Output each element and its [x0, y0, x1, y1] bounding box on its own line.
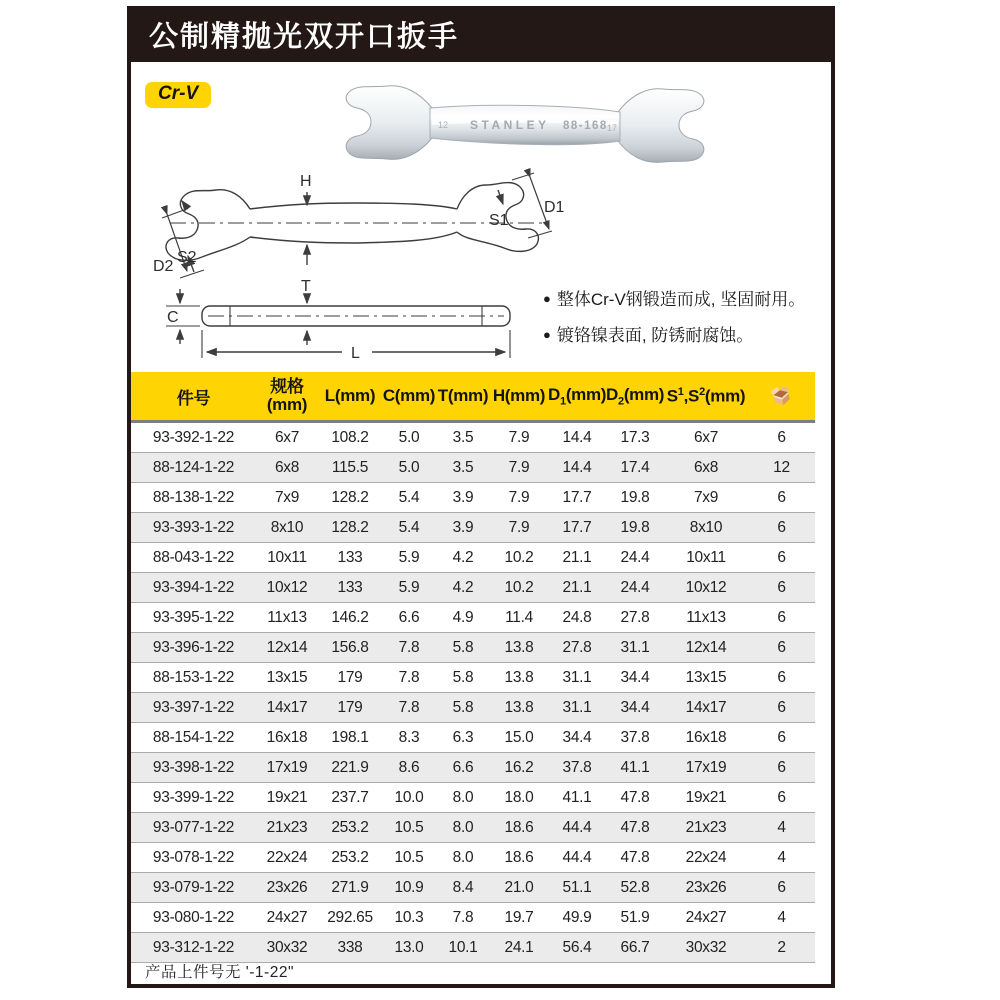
table-cell-h: 13.8 — [490, 663, 548, 693]
table-cell-h: 18.0 — [490, 783, 548, 813]
table-cell-h: 24.1 — [490, 933, 548, 963]
table-cell-spec: 8x10 — [256, 513, 318, 543]
table-cell-l: 128.2 — [318, 513, 382, 543]
table-cell-t: 5.8 — [436, 693, 490, 723]
table-cell-t: 5.8 — [436, 663, 490, 693]
table-cell-l: 133 — [318, 543, 382, 573]
table-cell-s1s2: 17x19 — [664, 753, 748, 783]
content-box — [127, 62, 835, 988]
table-cell-h: 7.9 — [508, 428, 530, 446]
spec-table-body — [131, 422, 815, 963]
table-row — [131, 633, 815, 663]
table-cell-d1: 51.1 — [548, 873, 606, 903]
dimension-label-h: H — [300, 173, 312, 190]
d2-ext-tick-top — [162, 210, 184, 218]
table-cell-d2: 47.8 — [606, 783, 664, 813]
table-cell-qty: 4 — [748, 813, 815, 843]
table-cell-d2: 24.4 — [606, 573, 664, 603]
table-cell-h: 7.9 — [490, 483, 548, 513]
table-cell-d1: 17.7 — [548, 483, 606, 513]
table-cell-l: 146.2 — [318, 603, 382, 633]
table-cell-part-no: 93-395-1-22 — [131, 603, 256, 633]
table-cell-t: 4.2 — [436, 543, 490, 573]
table-cell-qty: 12 — [748, 453, 815, 483]
table-cell-s1s2: 30x32 — [664, 933, 748, 963]
d2-ext-tick-bottom — [180, 270, 204, 278]
s2-arrow-upper — [182, 201, 188, 209]
table-cell-s1s2: 24x27 — [664, 903, 748, 933]
table-cell-s1s2: 13x15 — [664, 663, 748, 693]
table-cell-c: 7.8 — [382, 633, 436, 663]
feature-item — [543, 318, 829, 354]
product-photo-wrench — [335, 74, 717, 174]
table-cell-s1s2: 23x26 — [664, 873, 748, 903]
table-cell-qty: 6 — [748, 573, 815, 603]
s1-arrow — [498, 190, 503, 204]
table-cell-h: 15.0 — [490, 723, 548, 753]
table-cell-d2: 66.7 — [606, 933, 664, 963]
table-cell-qty: 6 — [748, 693, 815, 723]
column-header-spec: 规格 (mm) — [256, 372, 318, 422]
table-row — [131, 693, 815, 723]
table-cell-t: 3.9 — [436, 483, 490, 513]
table-cell-h: 10.2 — [490, 573, 548, 603]
table-cell-h: 21.0 — [490, 873, 548, 903]
table-cell-qty: 2 — [748, 933, 815, 963]
table-row — [131, 422, 815, 453]
table-cell-l: 108.2 — [331, 428, 369, 446]
table-cell-s1s2: 8x10 — [664, 513, 748, 543]
table-cell-c: 5.0 — [382, 453, 436, 483]
table-cell-c: 8.6 — [382, 753, 436, 783]
table-cell-part-no: 93-079-1-22 — [131, 873, 256, 903]
table-cell-d1: 14.4 — [548, 453, 606, 483]
dimension-label-d1: D1 — [544, 199, 565, 216]
table-cell-h: 7.9 — [490, 513, 548, 543]
table-cell-qty: 6 — [748, 603, 815, 633]
table-cell-d2: 19.8 — [606, 483, 664, 513]
table-cell-part-no: 93-078-1-22 — [131, 843, 256, 873]
table-cell-spec: 14x17 — [256, 693, 318, 723]
table-cell-t: 8.4 — [436, 873, 490, 903]
table-cell-l: 133 — [318, 573, 382, 603]
spec-table-header — [131, 372, 815, 422]
engraving-brand: STANLEY — [470, 118, 550, 132]
table-cell-c: 10.0 — [382, 783, 436, 813]
column-header-d1: $D_1(mm)$ — [548, 372, 606, 422]
table-cell-d1: 27.8 — [548, 633, 606, 663]
table-cell-spec: 23x26 — [256, 873, 318, 903]
table-cell-spec: 24x27 — [256, 903, 318, 933]
table-cell-d1: 34.4 — [548, 723, 606, 753]
title-bar — [127, 6, 835, 62]
table-cell-qty: 4 — [748, 903, 815, 933]
table-cell-l: 179 — [318, 663, 382, 693]
table-cell-part-no: 88-138-1-22 — [131, 483, 256, 513]
engraving-size-right: 17 — [607, 123, 618, 133]
dimension-label-c: C — [167, 309, 179, 326]
table-row — [131, 483, 815, 513]
table-cell-d1: 31.1 — [548, 693, 606, 723]
table-cell-d1: 21.1 — [548, 573, 606, 603]
table-cell-d1: 37.8 — [548, 753, 606, 783]
table-cell-l: 179 — [318, 693, 382, 723]
table-footnote: 产品上件号无 '-1-22" — [145, 964, 294, 981]
column-header-l: L(mm) — [318, 372, 382, 422]
table-cell-d2: 31.1 — [606, 633, 664, 663]
table-cell-t: 3.9 — [436, 513, 490, 543]
table-cell-part-no: 93-399-1-22 — [131, 783, 256, 813]
table-row — [131, 603, 815, 633]
table-cell-spec: 16x18 — [256, 723, 318, 753]
table-row — [131, 873, 815, 903]
table-cell-spec: 10x12 — [256, 573, 318, 603]
table-cell-qty: 6 — [748, 753, 815, 783]
d1-ext-tick-bottom — [528, 231, 552, 238]
table-cell-part-no: 93-312-1-22 — [131, 933, 256, 963]
table-cell-qty: 6 — [748, 663, 815, 693]
table-cell-c: 7.8 — [382, 693, 436, 723]
table-cell-c: 10.5 — [382, 813, 436, 843]
table-cell-t: 5.8 — [436, 633, 490, 663]
table-cell-spec: 30x32 — [256, 933, 318, 963]
table-row — [131, 843, 815, 873]
table-cell-c: 8.3 — [382, 723, 436, 753]
table-cell-part-no: 93-397-1-22 — [131, 693, 256, 723]
feature-text: 镀铬镍表面, 防锈耐腐蚀。 — [556, 326, 754, 345]
column-header-part-no: 件号 — [131, 372, 256, 422]
table-cell-l: 115.5 — [318, 453, 382, 483]
table-cell-t: 3.5 — [452, 428, 474, 446]
feature-text: 整体Cr-V钢锻造而成, 坚固耐用。 — [556, 290, 806, 309]
table-cell-d1: 24.8 — [548, 603, 606, 633]
table-row — [131, 663, 815, 693]
table-cell-h: 18.6 — [490, 813, 548, 843]
table-cell-qty: 6 — [748, 783, 815, 813]
table-cell-d2: 37.8 — [606, 723, 664, 753]
dimension-label-t: T — [301, 278, 311, 295]
table-cell-qty: 6 — [748, 873, 815, 903]
table-cell-t: 6.3 — [436, 723, 490, 753]
table-cell-l: 237.7 — [318, 783, 382, 813]
table-cell-d1: 31.1 — [548, 663, 606, 693]
dimension-label-d2: D2 — [153, 258, 174, 275]
catalog-sheet — [127, 6, 835, 988]
table-cell-l: 253.2 — [318, 843, 382, 873]
table-cell-d1: 44.4 — [548, 813, 606, 843]
wrench-right-head — [618, 89, 704, 163]
table-cell-qty: 6 — [748, 543, 815, 573]
table-cell-d1: 41.1 — [548, 783, 606, 813]
table-cell-d2: 24.4 — [606, 543, 664, 573]
table-cell-c: 10.3 — [382, 903, 436, 933]
table-cell-d2: 47.8 — [606, 843, 664, 873]
engraving-size-left: 12 — [438, 120, 449, 130]
column-header-pack-qty — [748, 372, 815, 422]
table-cell-d2: 27.8 — [606, 603, 664, 633]
wrench-left-head — [346, 86, 432, 160]
table-cell-d2: 34.4 — [606, 663, 664, 693]
table-cell-spec: 13x15 — [256, 663, 318, 693]
table-cell-part-no: 93-394-1-22 — [131, 573, 256, 603]
table-cell-d2: 41.1 — [606, 753, 664, 783]
table-cell-l: 128.2 — [318, 483, 382, 513]
table-cell-spec: 6x8 — [256, 453, 318, 483]
table-cell-spec: 7x9 — [256, 483, 318, 513]
table-row — [131, 813, 815, 843]
table-cell-d1: 14.4 — [562, 428, 592, 446]
table-cell-s1s2: 19x21 — [664, 783, 748, 813]
table-cell-part-no: 93-398-1-22 — [131, 753, 256, 783]
table-row — [131, 573, 815, 603]
table-cell-spec: 19x21 — [256, 783, 318, 813]
table-cell-t: 8.0 — [436, 843, 490, 873]
table-cell-part-no: 88-043-1-22 — [131, 543, 256, 573]
table-cell-qty: 6 — [748, 513, 815, 543]
table-cell-h: 11.4 — [490, 603, 548, 633]
dimension-diagram — [150, 168, 574, 370]
table-cell-part-no: 93-393-1-22 — [131, 513, 256, 543]
bullet-icon: ● — [543, 327, 551, 342]
table-cell-s1s2: 21x23 — [664, 813, 748, 843]
table-cell-s1s2: 6x8 — [664, 453, 748, 483]
table-cell-d1: 17.7 — [548, 513, 606, 543]
table-cell-t: 3.5 — [436, 453, 490, 483]
table-cell-spec: 22x24 — [256, 843, 318, 873]
table-cell-h: 19.7 — [490, 903, 548, 933]
table-cell-spec: 10x11 — [256, 543, 318, 573]
table-cell-c: 5.9 — [382, 543, 436, 573]
table-cell-l: 156.8 — [318, 633, 382, 663]
table-cell-d2: 51.9 — [606, 903, 664, 933]
table-cell-s1s2: 11x13 — [664, 603, 748, 633]
table-cell-part-no: 93-396-1-22 — [131, 633, 256, 663]
table-cell-spec: 11x13 — [256, 603, 318, 633]
table-cell-d1: 56.4 — [548, 933, 606, 963]
table-cell-spec: 17x19 — [256, 753, 318, 783]
table-cell-qty: 6 — [777, 428, 786, 446]
table-cell-c: 5.4 — [382, 483, 436, 513]
shaft-top-edge — [250, 203, 457, 209]
table-cell-c: 7.8 — [382, 663, 436, 693]
feature-list — [543, 282, 829, 354]
column-header-c: C(mm) — [382, 372, 436, 422]
table-row — [131, 903, 815, 933]
table-cell-spec: 12x14 — [256, 633, 318, 663]
column-header-d2: $D_2(mm)$ — [606, 372, 664, 422]
table-cell-c: 10.5 — [382, 843, 436, 873]
table-cell-d2: 17.4 — [606, 453, 664, 483]
table-cell-d2: 19.8 — [606, 513, 664, 543]
bullet-icon: ● — [543, 291, 551, 306]
table-cell-l: 198.1 — [318, 723, 382, 753]
table-cell-t: 6.6 — [436, 753, 490, 783]
table-cell-s1s2: 10x11 — [664, 543, 748, 573]
crv-badge-label: Cr-V — [158, 83, 199, 104]
spec-table — [131, 372, 815, 963]
table-cell-part-no: 93-080-1-22 — [131, 903, 256, 933]
page-title: 公制精抛光双开口扳手 — [149, 20, 460, 53]
column-header-h: H(mm) — [490, 372, 548, 422]
table-cell-qty: 6 — [748, 723, 815, 753]
table-cell-h: 10.2 — [490, 543, 548, 573]
table-cell-c: 6.6 — [382, 603, 436, 633]
table-cell-t: 4.9 — [436, 603, 490, 633]
dimension-label-s2: S2 — [177, 249, 197, 266]
table-cell-s1s2: 22x24 — [664, 843, 748, 873]
column-header-s1s2: $S^1,S^2(mm)$ — [664, 372, 748, 422]
table-cell-t: 10.1 — [436, 933, 490, 963]
table-cell-qty: 6 — [748, 483, 815, 513]
table-cell-s1s2: 12x14 — [664, 633, 748, 663]
table-cell-s1s2: 14x17 — [664, 693, 748, 723]
table-cell-d2: 34.4 — [606, 693, 664, 723]
package-box-icon — [769, 384, 794, 409]
table-cell-qty: 4 — [748, 843, 815, 873]
table-cell-h: 13.8 — [490, 633, 548, 663]
table-row — [131, 753, 815, 783]
table-cell-t: 7.8 — [436, 903, 490, 933]
table-cell-c: 5.4 — [382, 513, 436, 543]
column-header-t: T(mm) — [436, 372, 490, 422]
table-cell-part-no: 93-077-1-22 — [131, 813, 256, 843]
table-cell-d2: 17.3 — [620, 428, 650, 446]
table-cell-l: 271.9 — [318, 873, 382, 903]
table-cell-h: 16.2 — [490, 753, 548, 783]
table-row — [131, 783, 815, 813]
table-cell-h: 7.9 — [490, 453, 548, 483]
table-cell-s1s2: 6x7 — [693, 428, 719, 446]
table-cell-c: 13.0 — [382, 933, 436, 963]
table-cell-h: 13.8 — [490, 693, 548, 723]
table-cell-part-no: 88-154-1-22 — [131, 723, 256, 753]
dimension-label-s1: S1 — [489, 212, 509, 229]
table-cell-part-no: 88-124-1-22 — [131, 453, 256, 483]
shaft-bottom-edge — [250, 232, 457, 243]
table-row — [131, 723, 815, 753]
table-cell-part-no: 88-153-1-22 — [131, 663, 256, 693]
table-cell-h: 18.6 — [490, 843, 548, 873]
table-cell-l: 253.2 — [318, 813, 382, 843]
table-cell-d1: 21.1 — [548, 543, 606, 573]
table-cell-s1s2: 10x12 — [664, 573, 748, 603]
table-cell-spec: 21x23 — [256, 813, 318, 843]
table-cell-part-no: 93-392-1-22 — [152, 428, 235, 446]
table-row — [131, 543, 815, 573]
table-cell-d1: 49.9 — [548, 903, 606, 933]
feature-item — [543, 282, 829, 318]
dimension-label-l: L — [351, 345, 360, 362]
table-row — [131, 453, 815, 483]
table-cell-l: 292.65 — [318, 903, 382, 933]
table-cell-d2: 47.8 — [606, 813, 664, 843]
table-cell-c: 5.0 — [398, 428, 420, 446]
table-cell-d1: 44.4 — [548, 843, 606, 873]
table-cell-l: 338 — [318, 933, 382, 963]
table-cell-s1s2: 7x9 — [664, 483, 748, 513]
table-cell-t: 4.2 — [436, 573, 490, 603]
table-cell-c: 10.9 — [382, 873, 436, 903]
crv-material-badge — [145, 82, 211, 108]
engraving-model: 88-168 — [563, 120, 608, 132]
table-cell-s1s2: 16x18 — [664, 723, 748, 753]
table-cell-qty: 6 — [748, 633, 815, 663]
table-cell-spec: 6x7 — [274, 428, 300, 446]
table-cell-d2: 52.8 — [606, 873, 664, 903]
table-row — [131, 933, 815, 963]
table-cell-t: 8.0 — [436, 783, 490, 813]
table-cell-c: 5.9 — [382, 573, 436, 603]
table-row — [131, 513, 815, 543]
table-cell-t: 8.0 — [436, 813, 490, 843]
table-cell-l: 221.9 — [318, 753, 382, 783]
